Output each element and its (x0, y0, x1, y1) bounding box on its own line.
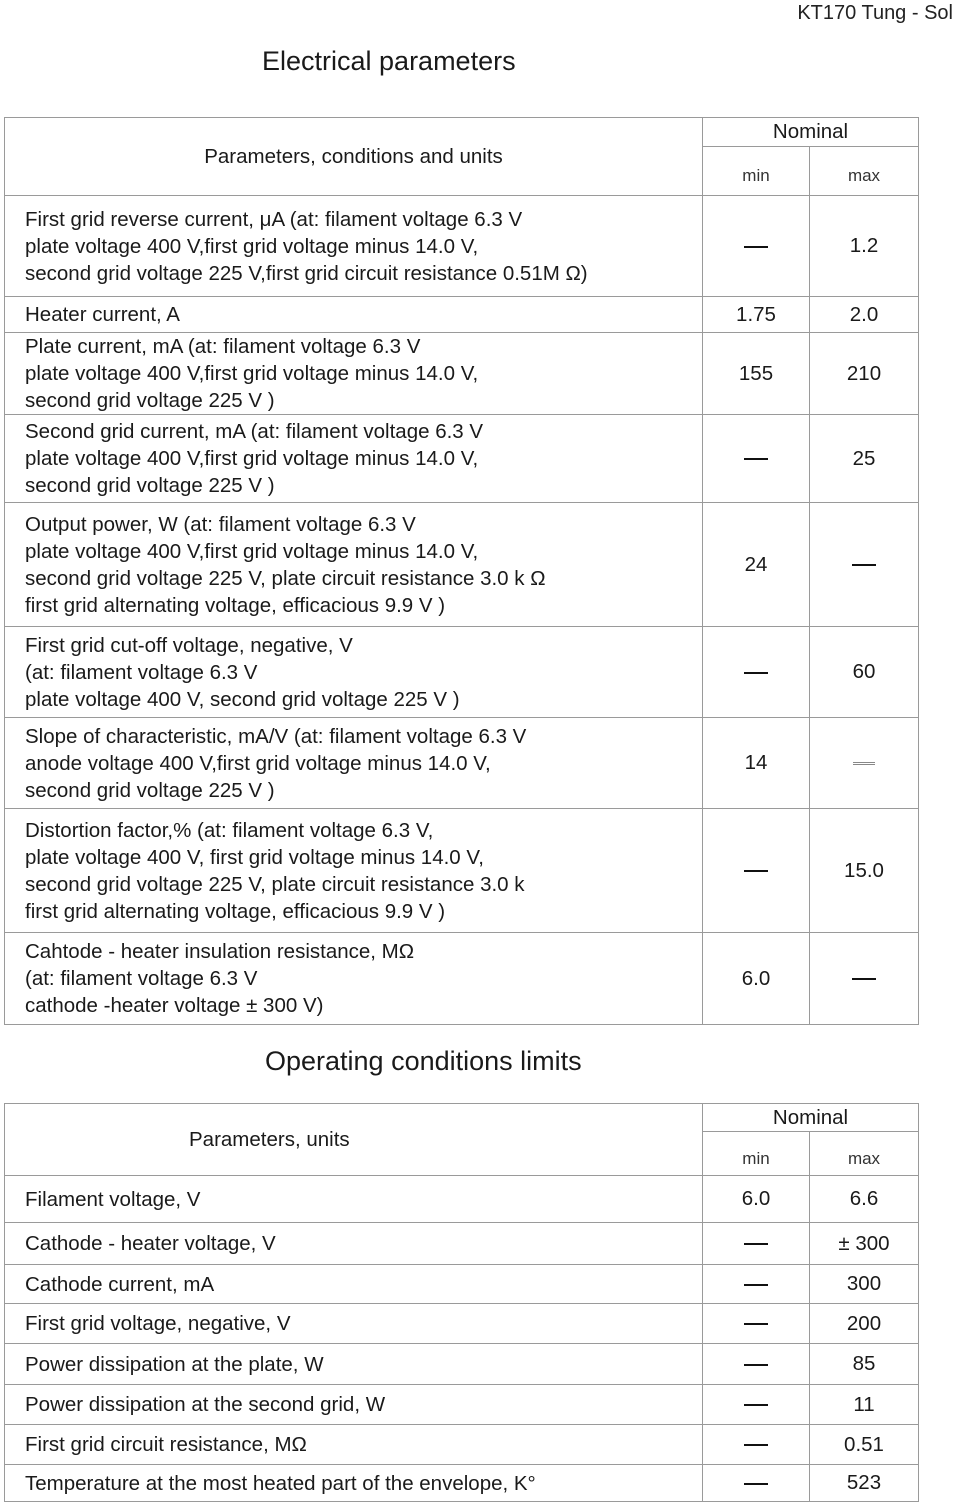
value-max-cell (810, 196, 919, 297)
value-text: 210 (846, 361, 882, 385)
parameter-line: (at: filament voltage 6.3 V (25, 967, 258, 990)
value-min-cell (703, 1223, 810, 1265)
value-max-cell (810, 1465, 919, 1502)
value-max-cell (810, 1425, 919, 1465)
value-min-cell (703, 1344, 810, 1385)
parameter-cell (5, 809, 703, 933)
parameter-line: (at: filament voltage 6.3 V (25, 660, 258, 684)
parameter-cell (5, 333, 703, 415)
value-max-cell (810, 1176, 919, 1223)
value-min-cell (703, 297, 810, 333)
electrical-header-max: max (810, 147, 919, 196)
table-row (5, 1465, 919, 1502)
table-row (5, 333, 919, 415)
value-min-cell (703, 333, 810, 415)
dash-mark (744, 246, 768, 248)
parameter-label: Cathode - heater voltage, V (5, 1223, 703, 1265)
table-row (5, 415, 919, 503)
value-max-cell (810, 297, 919, 333)
parameter-cell (5, 503, 703, 627)
electrical-parameters-title: Electrical parameters (262, 46, 516, 76)
limits-header-max: max (810, 1132, 919, 1176)
value-text: 6.0 (741, 1187, 771, 1210)
value-text: 2.0 (849, 302, 879, 326)
dash-mark (744, 458, 768, 460)
parameter-line: First grid reverse current, μA (at: filament voltage 6.3 V (25, 207, 523, 231)
value-min-cell (703, 1385, 810, 1425)
parameter-line: plate voltage 400 V, second grid voltage 225 V ) (25, 687, 460, 711)
parameter-cell (5, 415, 703, 503)
value-max-cell (810, 1304, 919, 1344)
value-max-cell (810, 1344, 919, 1385)
value-min-cell (703, 1265, 810, 1304)
electrical-header-parameters: Parameters, conditions and units (5, 118, 703, 196)
table-row (5, 297, 919, 333)
value-min-cell (703, 503, 810, 627)
value-text: 6.0 (741, 966, 771, 990)
value-min-cell (703, 933, 810, 1025)
value-max-cell (810, 1223, 919, 1265)
operating-limits-title: Operating conditions limits (265, 1046, 582, 1076)
limits-header-nominal: Nominal (703, 1104, 919, 1132)
parameter-line: First grid cut-off voltage, negative, V (25, 633, 353, 657)
dash-mark (852, 978, 876, 980)
parameter-line: second grid voltage 225 V, plate circuit resistance 3.0 k Ω (25, 566, 546, 590)
table-row (5, 1344, 919, 1385)
parameter-line: Heater current, A (25, 303, 180, 326)
table-row (5, 933, 919, 1025)
parameter-line: plate voltage 400 V,first grid voltage minus 14.0 V, (25, 362, 479, 385)
parameter-cell (5, 718, 703, 809)
value-max-cell (810, 809, 919, 933)
value-text: 85 (852, 1352, 876, 1375)
dash-mark (744, 1444, 768, 1446)
value-max-cell (810, 933, 919, 1025)
limits-header-min: min (703, 1132, 810, 1176)
table-row (5, 1425, 919, 1465)
value-max-cell (810, 503, 919, 627)
value-text: 155 (738, 361, 774, 385)
parameter-line: second grid voltage 225 V ) (25, 778, 275, 802)
value-min-cell (703, 415, 810, 503)
electrical-parameters-table (4, 117, 919, 1025)
dash-mark (744, 1284, 768, 1286)
parameter-line: Cahtode - heater insulation resistance, MΩ (25, 940, 415, 963)
value-max-cell (810, 1265, 919, 1304)
dash-mark (744, 1243, 768, 1245)
value-max-cell (810, 1385, 919, 1425)
parameter-label: Cathode current, mA (5, 1265, 703, 1304)
value-text: 25 (852, 446, 876, 470)
parameter-line: second grid voltage 225 V, plate circuit resistance 3.0 k (25, 872, 525, 896)
parameter-line: plate voltage 400 V, first grid voltage minus 14.0 V, (25, 845, 484, 869)
value-text: ± 300 (838, 1231, 890, 1255)
value-text: 24 (744, 552, 768, 576)
parameter-label: Power dissipation at the plate, W (5, 1344, 703, 1385)
table-row (5, 1223, 919, 1265)
document-header-model: KT170 Tung - Sol (797, 2, 953, 24)
parameter-line: plate voltage 400 V,first grid voltage minus 14.0 V, (25, 539, 479, 563)
value-text: 14 (744, 751, 768, 774)
electrical-header-nominal: Nominal (703, 118, 919, 147)
parameter-label: Power dissipation at the second grid, W (5, 1385, 703, 1425)
value-max-cell (810, 415, 919, 503)
parameter-line: Slope of characteristic, mA/V (at: filament voltage 6.3 V (25, 724, 527, 748)
limits-header-parameters: Parameters, units (5, 1104, 703, 1176)
value-min-cell (703, 718, 810, 809)
parameter-line: second grid voltage 225 V ) (25, 474, 275, 497)
parameter-cell (5, 627, 703, 718)
parameter-label: Filament voltage, V (5, 1176, 703, 1223)
value-min-cell (703, 1465, 810, 1502)
value-min-cell (703, 1304, 810, 1344)
dash-mark (852, 564, 876, 566)
value-min-cell (703, 627, 810, 718)
value-text: 6.6 (849, 1187, 879, 1210)
value-text: 200 (846, 1311, 882, 1335)
table-row (5, 1385, 919, 1425)
parameter-label: Temperature at the most heated part of the envelope, K° (5, 1465, 703, 1502)
value-text: 0.51 (844, 1432, 884, 1456)
dash-mark (744, 870, 768, 872)
parameter-line: anode voltage 400 V,first grid voltage minus 14.0 V, (25, 751, 491, 775)
table-row (5, 196, 919, 297)
table-row (5, 809, 919, 933)
value-max-cell (810, 333, 919, 415)
value-text: 1.2 (849, 234, 879, 257)
parameter-line: Second grid current, mA (at: filament voltage 6.3 V (25, 420, 484, 443)
parameter-cell (5, 297, 703, 333)
value-text: 11 (853, 1392, 875, 1416)
value-max-cell (810, 718, 919, 809)
dash-mark (744, 1364, 768, 1366)
dash-mark (744, 672, 768, 674)
value-text: 60 (852, 660, 876, 683)
table-row (5, 1176, 919, 1223)
table-row (5, 718, 919, 809)
parameter-line: Output power, W (at: filament voltage 6.3 V (25, 512, 416, 536)
parameter-line: second grid voltage 225 V,first grid circuit resistance 0.51M Ω) (25, 261, 588, 285)
parameter-cell (5, 933, 703, 1025)
parameter-label: First grid voltage, negative, V (5, 1304, 703, 1344)
parameter-label: First grid circuit resistance, MΩ (5, 1425, 703, 1465)
parameter-line: Plate current, mA (at: filament voltage 6.3 V (25, 335, 421, 358)
table-row (5, 1304, 919, 1344)
operating-limits-table (4, 1103, 919, 1502)
parameter-line: first grid alternating voltage, efficacious 9.9 V ) (25, 593, 446, 617)
value-min-cell (703, 196, 810, 297)
value-text: 300 (846, 1272, 882, 1295)
value-text: 523 (846, 1471, 882, 1494)
parameter-cell (5, 196, 703, 297)
table-row (5, 627, 919, 718)
value-min-cell (703, 1176, 810, 1223)
electrical-header-min: min (703, 147, 810, 196)
parameter-line: second grid voltage 225 V ) (25, 389, 275, 412)
table-row (5, 503, 919, 627)
value-max-cell (810, 627, 919, 718)
parameter-line: cathode -heater voltage ± 300 V) (25, 994, 324, 1017)
dash-mark (744, 1404, 768, 1406)
value-min-cell (703, 1425, 810, 1465)
dash-mark (744, 1483, 768, 1485)
parameter-line: plate voltage 400 V,first grid voltage minus 14.0 V, (25, 234, 479, 258)
dash-mark (744, 1323, 768, 1325)
parameter-line: Distortion factor,% (at: filament voltage 6.3 V, (25, 818, 434, 842)
value-min-cell (703, 809, 810, 933)
double-dash-mark (853, 762, 875, 765)
table-row (5, 1265, 919, 1304)
value-text: 1.75 (736, 302, 776, 326)
parameter-line: first grid alternating voltage, efficacious 9.9 V ) (25, 899, 446, 923)
value-text: 15.0 (844, 858, 884, 882)
parameter-line: plate voltage 400 V,first grid voltage minus 14.0 V, (25, 447, 479, 470)
